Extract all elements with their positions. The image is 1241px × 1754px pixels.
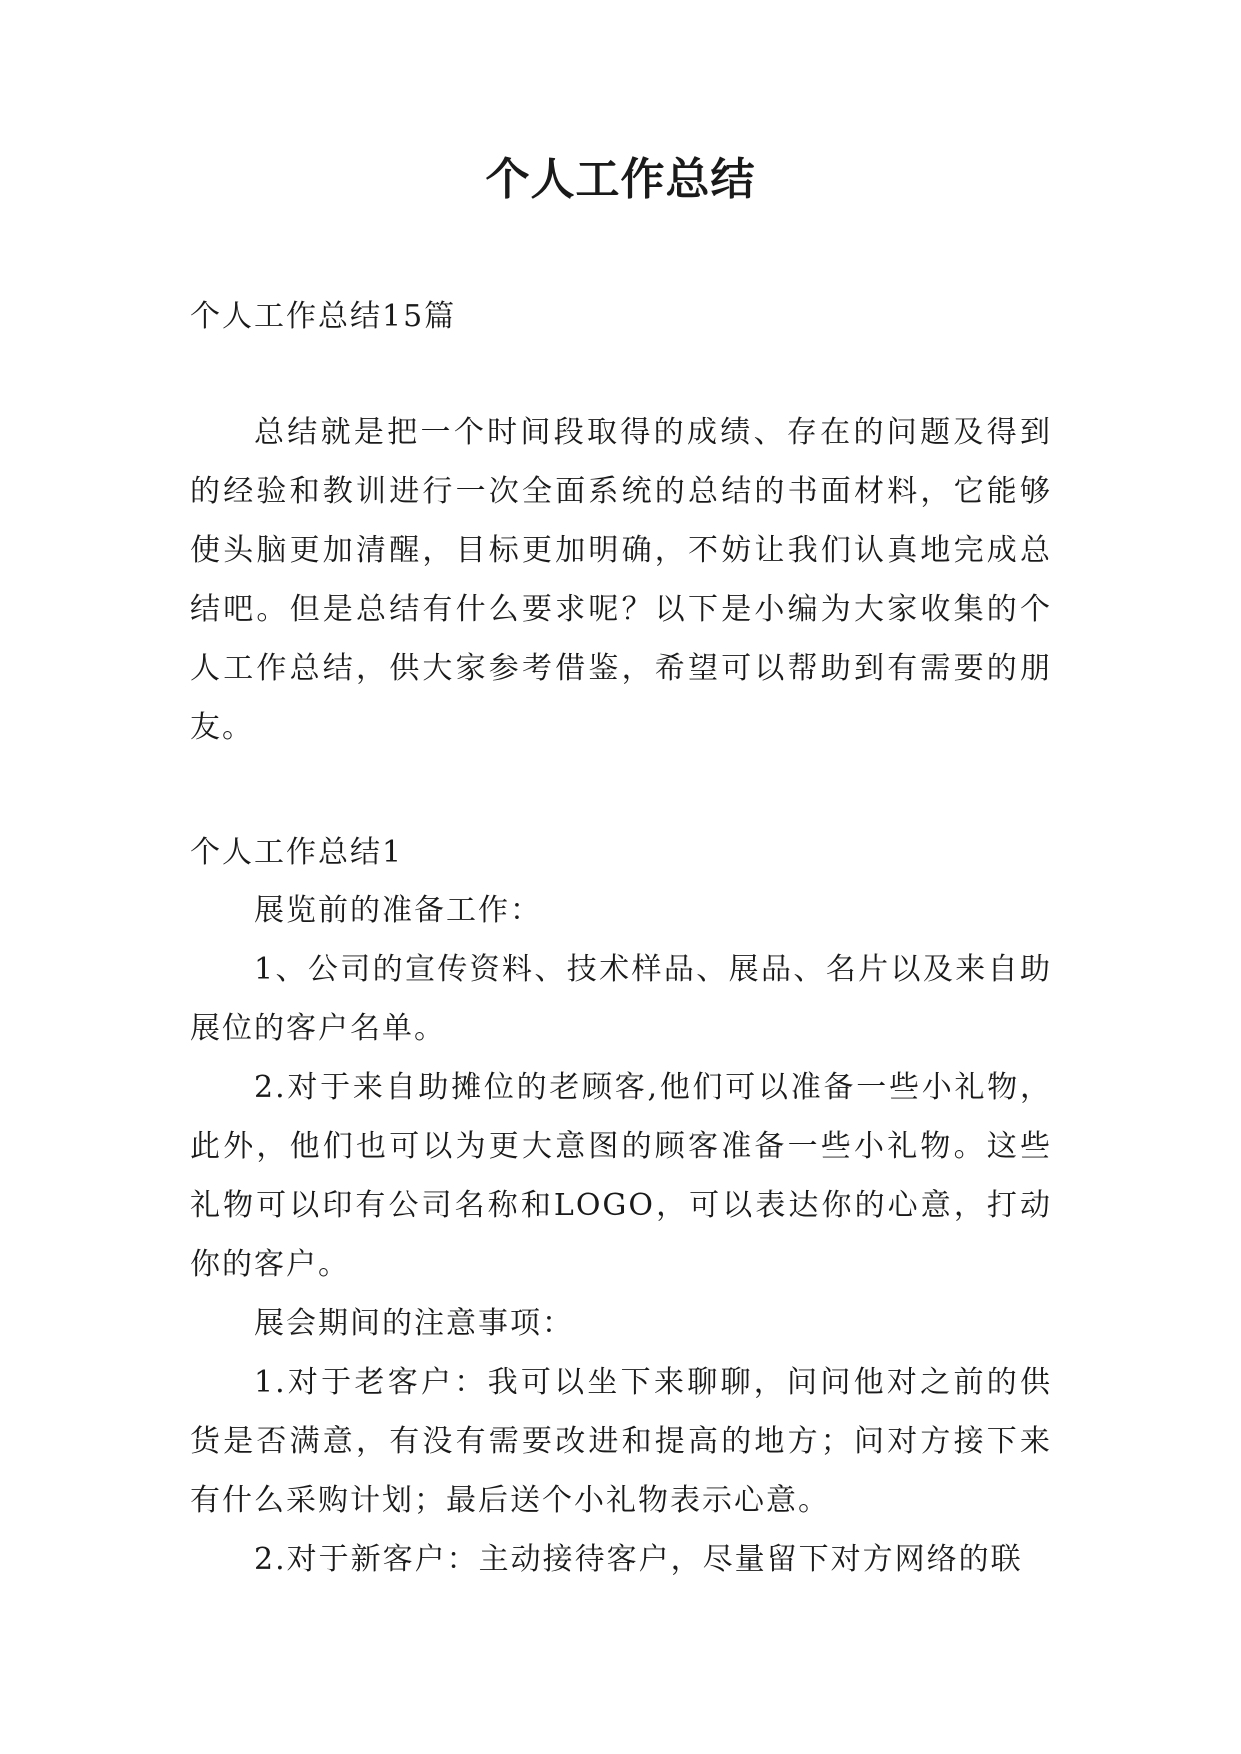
section-paragraph: 1.对于老客户：我可以坐下来聊聊，问问他对之前的供货是否满意，有没有需要改进和提高的地方；问对方接下来有什么采购计划；最后送个小礼物表示心意。 bbox=[190, 1365, 1052, 1518]
section-paragraph: 展会期间的注意事项： bbox=[254, 1306, 574, 1341]
section-paragraph: 2.对于新客户：主动接待客户，尽量留下对方网络的联 bbox=[254, 1542, 1023, 1577]
section-paragraph: 1、公司的宣传资料、技术样品、展品、名片以及来自助展位的客户名单。 bbox=[190, 952, 1052, 1046]
section-paragraph: 展览前的准备工作： bbox=[254, 893, 542, 928]
section-paragraph: 2.对于来自助摊位的老顾客,他们可以准备一些小礼物，此外，他们也可以为更大意图的顾客准备一些小礼物。这些礼物可以印有公司名称和LOGO，可以表达你的心意，打动你的客户。 bbox=[190, 1070, 1052, 1282]
section-body bbox=[190, 881, 1052, 1589]
intro-paragraph: 总结就是把一个时间段取得的成绩、存在的问题及得到的经验和教训进行一次全面系统的总结的书面材料，它能够使头脑更加清醒，目标更加明确，不妨让我们认真地完成总结吧。但是总结有什么要求呢？以下是小编为大家收集的个人工作总结，供大家参考借鉴，希望可以帮助到有需要的朋友。 bbox=[190, 415, 1052, 745]
section-heading: 个人工作总结1 bbox=[190, 835, 404, 870]
document-subtitle: 个人工作总结15篇 bbox=[190, 299, 457, 334]
document-title: 个人工作总结 bbox=[485, 154, 756, 205]
